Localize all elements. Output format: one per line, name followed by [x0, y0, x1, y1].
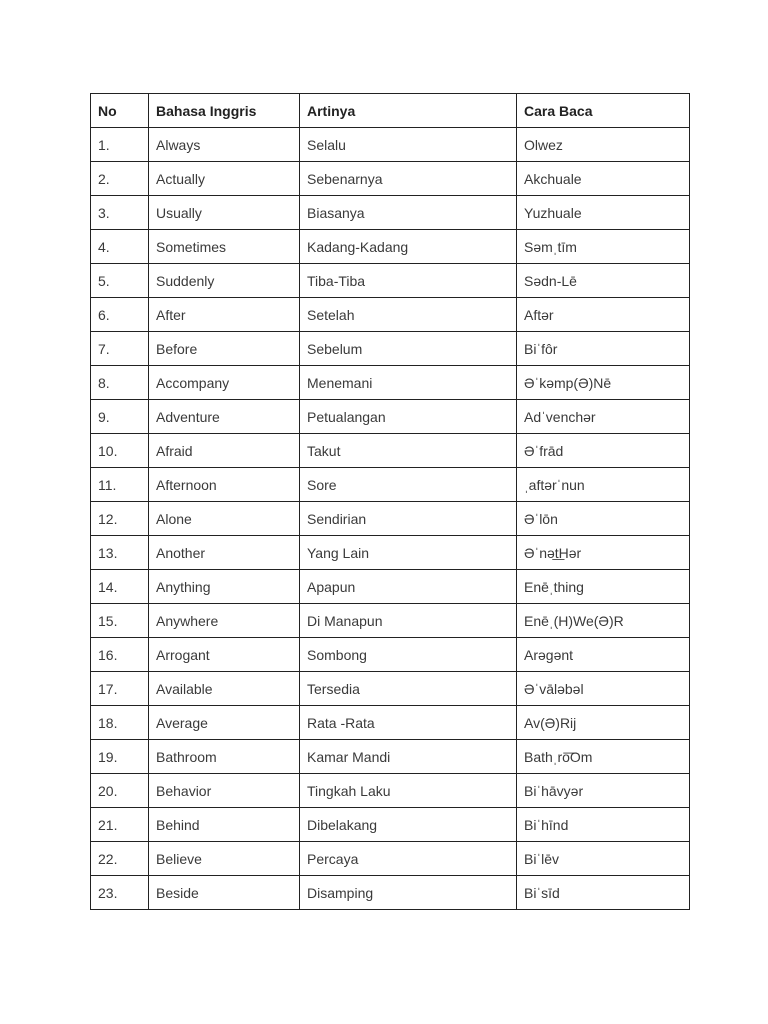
cell-no: 4. — [91, 230, 149, 264]
table-row — [91, 230, 690, 264]
cell-no: 11. — [91, 468, 149, 502]
cell-no: 14. — [91, 570, 149, 604]
cell-pronunciation: Səmˌtīm — [517, 230, 690, 264]
table-row — [91, 706, 690, 740]
cell-meaning: Sebenarnya — [300, 162, 517, 196]
cell-meaning: Tingkah Laku — [300, 774, 517, 808]
cell-no: 17. — [91, 672, 149, 706]
table-row — [91, 740, 690, 774]
cell-english: Actually — [149, 162, 300, 196]
table-row — [91, 502, 690, 536]
table-row — [91, 162, 690, 196]
table-row — [91, 876, 690, 910]
cell-meaning: Dibelakang — [300, 808, 517, 842]
cell-meaning: Tersedia — [300, 672, 517, 706]
cell-pronunciation: Enēˌ(H)We(Ə)R — [517, 604, 690, 638]
cell-pronunciation: Biˈlēv — [517, 842, 690, 876]
cell-no: 15. — [91, 604, 149, 638]
cell-no: 8. — [91, 366, 149, 400]
cell-pronunciation: Biˈsīd — [517, 876, 690, 910]
cell-meaning: Petualangan — [300, 400, 517, 434]
cell-pronunciation: Av(Ə)Rij — [517, 706, 690, 740]
cell-pronunciation: Yuzhuale — [517, 196, 690, 230]
cell-english: Behind — [149, 808, 300, 842]
table-row — [91, 468, 690, 502]
cell-meaning: Kamar Mandi — [300, 740, 517, 774]
cell-no: 22. — [91, 842, 149, 876]
cell-english: Suddenly — [149, 264, 300, 298]
table-row — [91, 400, 690, 434]
table-row — [91, 366, 690, 400]
cell-no: 1. — [91, 128, 149, 162]
table-row — [91, 638, 690, 672]
cell-pronunciation: ˌaftərˈnun — [517, 468, 690, 502]
cell-no: 7. — [91, 332, 149, 366]
cell-pronunciation: Əˈnət͟Hər — [517, 536, 690, 570]
cell-meaning: Tiba-Tiba — [300, 264, 517, 298]
cell-english: Believe — [149, 842, 300, 876]
cell-pronunciation: Biˈfôr — [517, 332, 690, 366]
cell-pronunciation: Bathˌro͞Om — [517, 740, 690, 774]
cell-pronunciation: Əˈvāləbəl — [517, 672, 690, 706]
cell-meaning: Yang Lain — [300, 536, 517, 570]
cell-no: 23. — [91, 876, 149, 910]
header-english: Bahasa Inggris — [149, 94, 300, 128]
cell-english: Beside — [149, 876, 300, 910]
cell-pronunciation: Olwez — [517, 128, 690, 162]
cell-english: Usually — [149, 196, 300, 230]
cell-meaning: Rata -Rata — [300, 706, 517, 740]
cell-english: Behavior — [149, 774, 300, 808]
cell-english: Adventure — [149, 400, 300, 434]
cell-pronunciation: Adˈvenchər — [517, 400, 690, 434]
cell-meaning: Takut — [300, 434, 517, 468]
cell-meaning: Sebelum — [300, 332, 517, 366]
table-row — [91, 128, 690, 162]
cell-pronunciation: Enēˌthing — [517, 570, 690, 604]
cell-english: Bathroom — [149, 740, 300, 774]
cell-pronunciation: Akchuale — [517, 162, 690, 196]
cell-no: 21. — [91, 808, 149, 842]
cell-no: 5. — [91, 264, 149, 298]
cell-english: Sometimes — [149, 230, 300, 264]
cell-meaning: Sore — [300, 468, 517, 502]
table-header-row — [91, 94, 690, 128]
cell-english: After — [149, 298, 300, 332]
cell-no: 13. — [91, 536, 149, 570]
cell-meaning: Setelah — [300, 298, 517, 332]
cell-pronunciation: Biˈhāvyər — [517, 774, 690, 808]
cell-english: Anything — [149, 570, 300, 604]
cell-meaning: Biasanya — [300, 196, 517, 230]
cell-english: Always — [149, 128, 300, 162]
cell-meaning: Disamping — [300, 876, 517, 910]
cell-meaning: Selalu — [300, 128, 517, 162]
cell-pronunciation: Əˈkəmp(Ə)Nē — [517, 366, 690, 400]
cell-pronunciation: Arəgənt — [517, 638, 690, 672]
cell-no: 2. — [91, 162, 149, 196]
table-row — [91, 536, 690, 570]
cell-pronunciation: Aftər — [517, 298, 690, 332]
cell-pronunciation: Sədn-Lē — [517, 264, 690, 298]
cell-english: Available — [149, 672, 300, 706]
cell-english: Arrogant — [149, 638, 300, 672]
cell-no: 20. — [91, 774, 149, 808]
cell-meaning: Di Manapun — [300, 604, 517, 638]
cell-no: 19. — [91, 740, 149, 774]
table-row — [91, 604, 690, 638]
cell-no: 16. — [91, 638, 149, 672]
header-pronunciation: Cara Baca — [517, 94, 690, 128]
header-meaning: Artinya — [300, 94, 517, 128]
table-row — [91, 332, 690, 366]
cell-no: 10. — [91, 434, 149, 468]
cell-meaning: Percaya — [300, 842, 517, 876]
cell-meaning: Sombong — [300, 638, 517, 672]
cell-pronunciation: Biˈhīnd — [517, 808, 690, 842]
cell-no: 9. — [91, 400, 149, 434]
cell-meaning: Sendirian — [300, 502, 517, 536]
cell-english: Anywhere — [149, 604, 300, 638]
cell-english: Before — [149, 332, 300, 366]
cell-no: 3. — [91, 196, 149, 230]
vocabulary-table — [90, 93, 690, 910]
cell-no: 6. — [91, 298, 149, 332]
table-row — [91, 774, 690, 808]
cell-english: Average — [149, 706, 300, 740]
cell-english: Accompany — [149, 366, 300, 400]
cell-english: Afraid — [149, 434, 300, 468]
table-row — [91, 570, 690, 604]
cell-english: Alone — [149, 502, 300, 536]
cell-pronunciation: Əˈfrād — [517, 434, 690, 468]
cell-no: 12. — [91, 502, 149, 536]
cell-english: Another — [149, 536, 300, 570]
table-row — [91, 808, 690, 842]
cell-english: Afternoon — [149, 468, 300, 502]
cell-meaning: Apapun — [300, 570, 517, 604]
header-no: No — [91, 94, 149, 128]
table-row — [91, 264, 690, 298]
cell-meaning: Kadang-Kadang — [300, 230, 517, 264]
table-row — [91, 298, 690, 332]
table-row — [91, 672, 690, 706]
table-row — [91, 434, 690, 468]
table-body — [91, 128, 690, 910]
cell-no: 18. — [91, 706, 149, 740]
cell-pronunciation: Əˈlōn — [517, 502, 690, 536]
table-row — [91, 842, 690, 876]
cell-meaning: Menemani — [300, 366, 517, 400]
table-row — [91, 196, 690, 230]
